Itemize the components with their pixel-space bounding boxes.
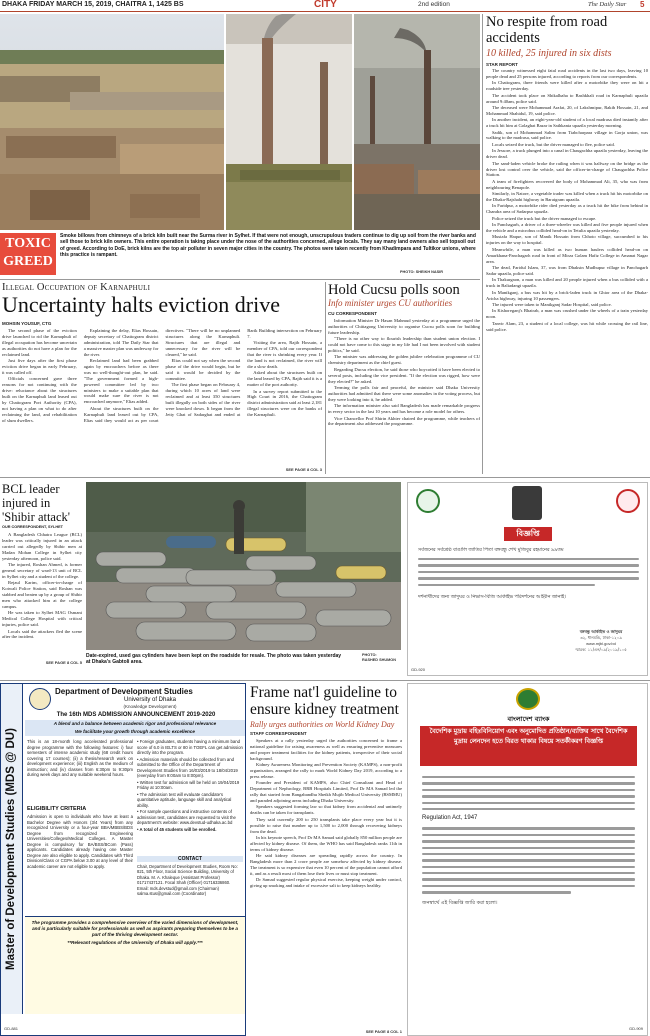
mds-point-text: Admission materials should be collected from and submitted to the Office of the Department of Development Studies from 16/03/2019 to 18/04/2019 (everyday from 9:00am to 8:00pm). — [137, 756, 238, 778]
accidents-para: In Panchagarh, a driver of a three-wheeler was killed and five people injured when the vehicle and a microbus collided head-on in Tetulia upazila yesterday. — [486, 222, 648, 234]
cucsu-para: The minister was addressing the golden jubilee celebration programme of CU chemistry department as the chief guest. — [328, 354, 480, 366]
bcl-para: Rejaul Karim, officer-in-charge of Kotwali Police Station, said Roshan was stabbed and beaten up by a group of Shibir men who attacked him at the college campus. — [2, 580, 82, 609]
du-mds-ad — [0, 683, 246, 1036]
accidents-para: In Thakurgaon, a man was killed and 20 people injured when a bus collided with a truck in Baliadangi upazila. — [486, 277, 648, 289]
toxic-label-line1: TOXIC — [5, 236, 51, 251]
bn-text-line — [422, 866, 635, 868]
tagline-banner — [25, 720, 245, 736]
bn-text-line — [422, 891, 571, 893]
cucsu-body — [328, 318, 480, 474]
bn-org-address: ৩২, ধানমন্ডি, ঢাকা-১২০৯ — [580, 635, 622, 640]
tagline-1: A blend and a balance between academic rigor and professional relevance — [53, 721, 217, 726]
accidents-para: Police seized the truck but the driver managed to escape. — [492, 215, 597, 221]
eviction-para: Elias could not say when the second phase of the drive would begin, but he said it would be decided by the committee. — [165, 358, 241, 381]
mds-vertical-title: Master of Development Studies (MDS @ DU) — [5, 728, 17, 970]
kidney-para: They said currently 200 to 250 transplants take place every year but it is possible to raise that number up to 1,500 to 2,000 through recovering kidneys from the dead. — [250, 816, 402, 834]
mds-point: • The admission test will evaluate candidate's quantitative aptitude, language skill and analytical ability. — [137, 791, 232, 808]
bn-notice-line: দর্শনার্থীদের জন্য জাদুঘর ও নিভাস-বিজি আর্কাইভ পরিদর্শনের আহ্বান জানাই। — [418, 594, 567, 600]
eviction-para: Visiting the area, Rajib Hossain, a member of CPA, told our correspondent that the river is shrinking every year. If the land is not reclaimed, the river will die a slow death. — [247, 340, 322, 369]
eviction-para: Explaining the delay, Elias Hossain, deputy secretary of Chattogram district administration, told The Daily Star that a massive master plan was underway for the river. — [83, 328, 159, 357]
toxic-greed-caption: Smoke billows from chimneys of a brick kiln built near the Surma river in Sylhet. If that were not enough, unscrupulous traders continue to dig up soil from the river banks and sell those to brick kiln owners. This entire operation is taking place under the nose of the authorities concerned, allege locals. They say many land owners also sell topsoil out of greed. According to DoE, brick kilns are the top air polluter in seven major cities in the country. The photos were taken recently from Khadimpara and Tultikor unions, where this practice is rampant. — [60, 233, 476, 259]
bn-text-line — [422, 878, 635, 880]
brick-kiln-photo-left — [0, 14, 224, 230]
bank-regulation: Regulation Act, 1947 — [422, 815, 478, 822]
bn-text-line — [418, 564, 639, 566]
bn-org-ref: স্মারক: ১১/এন/০৯/২০১৯/১০৫ — [575, 647, 627, 652]
mds-point-text: Foreign graduates, students having a minimum band score of 6.0 in IELTS or 80 in TOEFL can get admission directly into the program. — [137, 739, 243, 755]
column-rule — [325, 282, 326, 474]
accidents-para: In Manikganj, a bus was hit by a brick-laden truck in Ghior area of the Dhaka-Aricha highway, injuring 10 passengers. — [486, 289, 648, 301]
accidents-para: Locals seized the truck, but the driver managed to flee, police said. — [492, 141, 615, 147]
eviction-para: Officials concerned gave three reasons for not continuing with the drive: reluctance about the structures built on the Karnaphuli land leased out by Chattogram Port Authority (CPA), not having a plan on what to do after reclaiming the land, and rehabilitation of slum dwellers. — [2, 376, 77, 423]
bn-text-line — [422, 840, 635, 842]
brick-kiln-photo-right — [354, 14, 480, 230]
university-tag: (Knowledge Development) — [123, 704, 177, 709]
bcl-para: The injured, Roshan Ahmed, is former general secretary of ward-13 unit of BCL in Sylhet city and a student of the college. — [2, 562, 82, 579]
cucsu-para: Information Minister Dr Hasan Mahmud yesterday at a programme urged the authorities of Chittagong University to organise Cucsu polls soon for building future leadership. — [328, 318, 480, 335]
mds-footer-text: The programme provides a comprehensive overview of the varied dimensions of development, and is particularly suitable for professionals as well as aspirants preparing themselves to be a part of the thriving development sector. — [31, 920, 239, 937]
tagline-2: We facilitate your growth through academic excellence — [75, 728, 195, 734]
cucsu-para: Vice Chancellor Prof Shirin Akhter chaired the programme, while teachers of the department also addressed the programme. — [328, 415, 480, 427]
section-divider — [0, 477, 650, 478]
eviction-para: Asked about the structures built on the land leased by CPA, Rajib said it is a matter of the port authority. — [247, 370, 322, 388]
cucsu-byline: CU CORRESPONDENT — [328, 311, 378, 316]
bn-text-line — [422, 872, 635, 874]
mds-ad-code: GD-881 — [4, 1026, 19, 1031]
accidents-body — [486, 68, 648, 402]
bcl-para: He was taken to Sylhet MAG Osmani Medical College Hospital with critical injuries, police said. — [2, 610, 82, 628]
bn-text-line — [422, 853, 635, 855]
accidents-para: In Faridpur, a motorbike rider died yesterday as a truck hit the bike from behind in Chandra area of Sadarpur upazila. — [486, 203, 648, 215]
mds-vertical-banner — [1, 684, 23, 1014]
mds-points — [137, 739, 243, 855]
mds-point: • For sample questions and instructive contents of admission test, candidates are requested to visit the department's website: www.devstud-udhaka.ac.bd — [137, 809, 236, 825]
cucsu-para: "There is no other way to flourish leadership than student union election. I could not have come to this stage in my life had I not been involved with student politics," he said. — [328, 336, 480, 354]
accidents-subhead: 10 killed, 25 injured in six dists — [486, 48, 612, 59]
accidents-para: In Jessore, a truck plunged into a canal in Chaugachha upazila yesterday, leaving the driver dead. — [486, 148, 648, 160]
mds-point: • Admission materials should be collected from and submitted to the Office of the Department of Development Studies from 16/03/2019 to 18/04/2019 (everyday from 9:00am to 8:00pm). — [137, 756, 238, 778]
mds-point-text: A total of 45 students will be enrolled. — [139, 826, 217, 832]
bank-body — [422, 772, 635, 1022]
kidney-para: Kidney Awareness Monitoring and Prevention Society (KAMPS), a non-profit organisation, arranged the rally to mark World Kidney Day 2019, according to a press release. — [250, 762, 402, 779]
bn-text-line — [422, 834, 635, 836]
bn-text-line — [422, 776, 635, 778]
eligibility-text: Admission is open to individuals who have at least a Bachelor Degree with Honors (3/4 Years) from any recognized University or a four-year BBA/MBBS/BDS Degree from recognized Engineering Universities/Colleges/Medical Colleges. A Master Degree is compulsory for BA/BSS/BCom (Pass) applicants. Candidates already having one Master Degree are also eligible to apply. Candidates with Third Division/Class or CGPA below 3.00 at any level of their academic career are not eligible to apply. — [27, 814, 133, 869]
bn-text-line — [422, 808, 635, 810]
edition: 2nd edition — [418, 1, 450, 8]
bcl-headline: BCL leader injured in 'Shibir attack' — [2, 482, 71, 524]
bn-text-line — [418, 558, 639, 560]
accidents-para: The accident took place on Shikalbaha to Bashkhali road in Karnaphuli upazila around 9:40am, police said. — [486, 92, 648, 104]
masthead — [0, 0, 650, 12]
du-logo-icon — [29, 688, 51, 710]
section-name: CITY — [314, 0, 337, 10]
kidney-subhead: Rally urges authorities on World Kidney Day — [250, 720, 395, 729]
mds-point: • A total of 45 students will be enrolled. — [137, 826, 217, 832]
accidents-para: The dead, Faridul Islam, 37, was from Dhaksin Mudhupur village in Panchagarh Sadar upazila, police said. — [486, 265, 648, 276]
accidents-para: The sand-laden vehicle broke the railing when it was halfway on the bridge as the driver lost control over the vehicle, said the officer-in-charge of Chaugachha Police Station. — [486, 160, 648, 178]
bn-org-name: বঙ্গবন্ধু আর্কাইভ ও জাদুঘর — [579, 629, 623, 634]
cylinder-credit-name: RASHED SHUMON — [362, 658, 396, 662]
accidents-headline: No respite from road accidents — [486, 14, 608, 46]
bn-text-line — [422, 789, 635, 791]
kidney-para: Speakers suggested forming law so that kidney from accidental and untimely deaths can be taken for transplants. — [250, 804, 402, 816]
bcl-body — [2, 532, 82, 658]
bn-notice-line: সর্বজনের সর্বশ্রেষ্ঠ বাঙালি জাতির পিতা বঙ্গবন্ধু শেখ মুজিবুর রহমানের ৯৯তম — [418, 548, 564, 553]
contact-text: Chair, Department of Development Studies, Room No: 821, 5th Floor, Social Science Building, University of Dhaka. M. A. Khaleque (Assistant Professor) 01717437121. Focal Shah (Officer) 01716336860. Email: mds.devstud@gmail.com (Chairman) salma.stus@gmail.com (Coordinator) — [137, 864, 238, 897]
bank-logo-icon — [516, 688, 540, 710]
accidents-para: In Chattogram, three friends were killed after a motorbike they were on hit a roadside tree yesterday. — [486, 80, 648, 92]
mds-point-text: For sample questions and instructive contents of admission test, candidates are requested to visit the department's website: www.devstud-udhaka.ac.bd — [137, 809, 236, 825]
accidents-para: Sadik, son of Mohammad Salim from Tiabcharpara village in Gorja union, was walking to the madrasa, said police. — [486, 129, 648, 141]
accidents-para: Meanwhile, a man was killed as two human haulers collided head-on on Amarkhana-Panchagarh road in front of Mirza Golam Hafiz College in Amanat Nagar area. — [486, 246, 648, 264]
toxic-photo-credit: PHOTO: SHEIKH NASIR — [400, 270, 443, 274]
mds-intro: This is an 18-month long accelerated professional degree programme with the following features: i) four semesters of intense academic study (68 credit hours covering 17 courses); (ii) a thesis/research work on development experience; (iii) English as the medium of instruction; and (iv) classes from 6:30pm to 9:30pm during week days and any suitable weekend hours. — [27, 739, 133, 777]
accidents-para: The deceased were Mohammad Arafat, 20, of Lakshmipur, Rakib Hossain, 21, and Mohammad Shahidul, 19, said police. — [486, 104, 648, 116]
bank-line-last: জনস্বার্থে এই বিজ্ঞপ্তি জারি করা হলো। — [422, 899, 498, 906]
cucsu-para: Regarding Ducsu election, he said those who boycotted it have been elected to several posts, including the vice president. "If the election was rigged, how were they elected?" he asked. — [328, 366, 480, 384]
cucsu-headline: Hold Cucsu polls soon — [328, 282, 460, 298]
brick-kiln-photo-center — [226, 14, 352, 230]
bn-text-line — [422, 859, 635, 861]
bcl-byline: OUR CORRESPONDENT, SYLHET — [2, 525, 63, 529]
bn-text-line — [422, 802, 635, 804]
bank-banner: বৈদেশিক মুদ্রায় বহিঃবিনিয়োগ এবং অনুমোদিত প্রতিষ্ঠান/ব্যক্তির সাথে বৈদেশিক মুদ্রায় লেনদেন হতে বিরত থাকার বিষয়ে সতর্কীকরণ বিজ্ঞপ্তি — [420, 726, 637, 766]
mds-point-text: The admission test will evaluate candidate's quantitative aptitude, language skill and analytical ability. — [137, 791, 232, 808]
paper-name: The Daily Star — [588, 1, 627, 8]
bn-text-line — [422, 827, 635, 829]
kidney-para: Dr Samad suggested regular physical exercise, keeping weight under control, giving up smoking and intake of excessive salt to keep kidneys healthy. — [250, 877, 402, 889]
dept-name: Department of Development Studies — [55, 687, 193, 696]
bn-text-line — [418, 577, 639, 579]
bn-text-line — [422, 885, 635, 887]
bank-name: বাংলাদেশ ব্যাংক — [507, 715, 550, 723]
cylinder-caption: Date-expired, used gas cylinders have been kept on the roadside for resale. The photo was taken yesterday at Dhaka's Gabtoli area. — [86, 653, 342, 666]
portrait-center — [512, 486, 542, 520]
page-number: 5 — [640, 0, 645, 9]
cylinder-credit-label: PHOTO: — [362, 653, 377, 657]
bn-text-line — [422, 847, 635, 849]
cucsu-para: The information minister also said Bangladesh has made remarkable progress in every sector in the last 10 years and has become a role model for others. — [328, 403, 480, 415]
accidents-byline: STAR REPORT — [486, 62, 518, 67]
gas-cylinder-photo — [86, 482, 401, 650]
emblem-right-icon — [616, 489, 640, 513]
eviction-para: In a survey report submitted to the High Court in 2016, the Chattogram district administration said at least 2,181 illegal structures were on the banks of the Karnaphuli. — [247, 388, 322, 418]
kidney-para: In his keynote speech, Prof Dr MA Samad said globally 850 million people are affected by kidney disease. Of them, the WHO has said Bangladesh ranks 11th in terms of kidney disease. — [250, 835, 402, 852]
cucsu-subhead: Info minister urges CU authorities — [328, 298, 453, 308]
eviction-kicker: Illegal Occupation of Karnaphuli — [2, 282, 151, 293]
section-divider — [0, 680, 650, 681]
cucsu-para: Terming the polls fair and peaceful, the minister said Dhaka University authorities had admitted that there were some anomalies in the voting process, but they were looking into it, he added. — [328, 384, 480, 402]
toxic-label-line2: GREED — [3, 254, 53, 269]
mds-footer-note: **Relevant regulations of the University of Dhaka will apply.*** — [67, 940, 203, 945]
bn-text-line — [418, 584, 595, 586]
admission-notice: The 16th MDS ADMISSION ANNOUNCEMENT 2019-2020 — [56, 712, 216, 718]
eviction-byline: MOHSIN YOUSUF, CTG — [2, 321, 52, 326]
bn-text-line — [422, 795, 635, 797]
bn-notice-org — [558, 629, 644, 653]
column-rule — [482, 14, 483, 474]
kidney-para: Speakers at a rally yesterday urged the authorities concerned to frame a national guideline for raising awareness as well as ensuring preventive measures and proper treatment facilities for the kidney patients, irrespective of their social background. — [250, 738, 402, 761]
kidney-para: Founder and President of KAMPS, also Chief Consultant and Head of Department of Nephrology, BRB Hospitals Limited, Prof Dr MA Samad led the rally that started from Bangabandhu Sheikh Mujib Medical University (BSMMU) and paraded adjoining areas including Dhaka University. — [250, 780, 402, 804]
kidney-body — [250, 738, 402, 1028]
eviction-para: Reclaimed land had been grabbed again by encroachers before as there was no well-thought-out plan, he said. "The government formed a high-powered committee led by two ministers to make a suitable plan that would make sure the river is not encroached anymore," Elias added. — [83, 358, 159, 405]
bn-notice-body — [418, 547, 639, 627]
eviction-para: About the structures built on the Karnaphuli land leased out by CPA, Elias said they would act as per court directives. "There will be no unplanned structures along the Karnaphuli. Structures that are illegal and unnecessary for the river will be cleared," he said. — [83, 328, 241, 423]
eviction-para: Just five days after the first phase eviction drive began in early February, it was called off. — [2, 358, 77, 375]
accidents-para: In Kishoreganj's Bhairab, a man was crushed under the wheels of a train yesterday noon. — [486, 308, 648, 320]
accidents-para: The injured were taken to Manikganj Sadar Hospital, said police. — [492, 301, 612, 307]
kidney-headline: Frame nat'l guideline to ensure kidney treatment — [250, 684, 399, 718]
eviction-body — [2, 328, 322, 468]
accidents-para: Tanvir Alam, 23, a student of a local college, was hit while crossing the rail line, said police. — [486, 320, 648, 332]
eviction-para: The first phase began on February 4, during which 10 acres of land were reclaimed and at least 350 structures built illegally on both sides of the river were knocked down. It began from the Jetty Ghat of Sadarghat and ended at Barik Building intersection on February 7. — [165, 328, 322, 417]
toxic-greed-label — [0, 233, 56, 275]
eviction-jump: SEE PAGE 8 COL 3 — [285, 467, 322, 472]
mds-point: • Written test for admission will be held on 19/04/2019 Friday at 10:00am. — [137, 779, 240, 790]
bcl-jump: SEE PAGE 8 COL 5 — [45, 660, 82, 665]
kidney-para: He said kidney diseases are spreading rapidly across the country. In Bangladesh more than 2 crore people are somehow affected by kidney disease. The treatment is so expensive that even 10 percent of the population cannot afford it, and as a result most of them lose their lives or must stop treatment. — [250, 853, 402, 876]
bn-text-line — [418, 571, 639, 573]
eviction-headline: Uncertainty halts eviction drive — [2, 292, 280, 317]
bank-ad-code: GD-909 — [628, 1026, 643, 1031]
mds-point-text: Written test for admission will be held on 19/04/2019 Friday at 10:00am. — [137, 779, 240, 790]
eviction-para: The second phase of the eviction drive launched to rid the Karnaphuli of illegal occupation has become uncertain as authorities do not have a plan for the reclaimed land. — [2, 328, 77, 357]
emblem-left-icon — [416, 489, 440, 513]
kidney-byline: STAFF CORRESPONDENT — [250, 731, 307, 736]
dateline: DHAKA FRIDAY MARCH 15, 2019, CHAITRA 1, 1425 BS — [2, 1, 184, 8]
bcl-para: Locals said the attackers fled the scene after the incident. — [2, 628, 82, 640]
accidents-para: A team of firefighters recovered the body of Mohammad Ali, 35, who was from neighbouring Benapole. — [486, 178, 648, 190]
bn-text-line — [422, 782, 635, 784]
section-divider — [0, 279, 480, 280]
bn-notice-code: GD-920 — [411, 667, 426, 672]
accidents-para: Mustafa Haque, son of Manik Hossain from Chhoto village, succumbed to his injuries on the way to hospital. — [486, 234, 648, 246]
university-name: University of Dhaka — [123, 697, 177, 703]
accidents-para: In another incident, an eight-year-old student of a local madrasa died instantly after a truck hit him at Golaghat Bazar in Sathkania upazila yesterday morning. — [486, 117, 648, 129]
bangla-notice-ad — [407, 482, 648, 676]
accidents-para: The country witnessed eight fatal road accidents in the last two days, leaving 10 people dead and 25 persons injured, according to reports from our correspondents. — [486, 68, 648, 79]
mds-point: • Foreign graduates, students having a minimum band score of 6.0 in IELTS or 80 in TOEFL can get admission directly into the program. — [137, 739, 243, 755]
contact-title: CONTACT — [137, 856, 243, 862]
mds-footer — [25, 916, 245, 1014]
bangladesh-bank-ad — [407, 683, 648, 1036]
bn-notice-title: বিজ্ঞপ্তি — [504, 527, 552, 541]
eligibility-title: ELIGIBILITY CRITERIA — [27, 806, 87, 812]
bcl-para: A Bangladesh Chhatra League (BCL) leader was critically injured in an attack carried out allegedly by Shibir men at Madan Mohan College in Sylhet city yesterday afternoon, police said. — [2, 532, 82, 561]
bn-org-website: www.mjbl.gov.bd — [586, 641, 616, 646]
kidney-jump: SEE PAGE 8 COL 1 — [365, 1029, 402, 1034]
accidents-para: Similarly, in Natore, a vegetable trader was killed when a truck hit his motorbike on the Dhaka-Rajshahi highway in Baraigram upazila. — [486, 191, 648, 203]
